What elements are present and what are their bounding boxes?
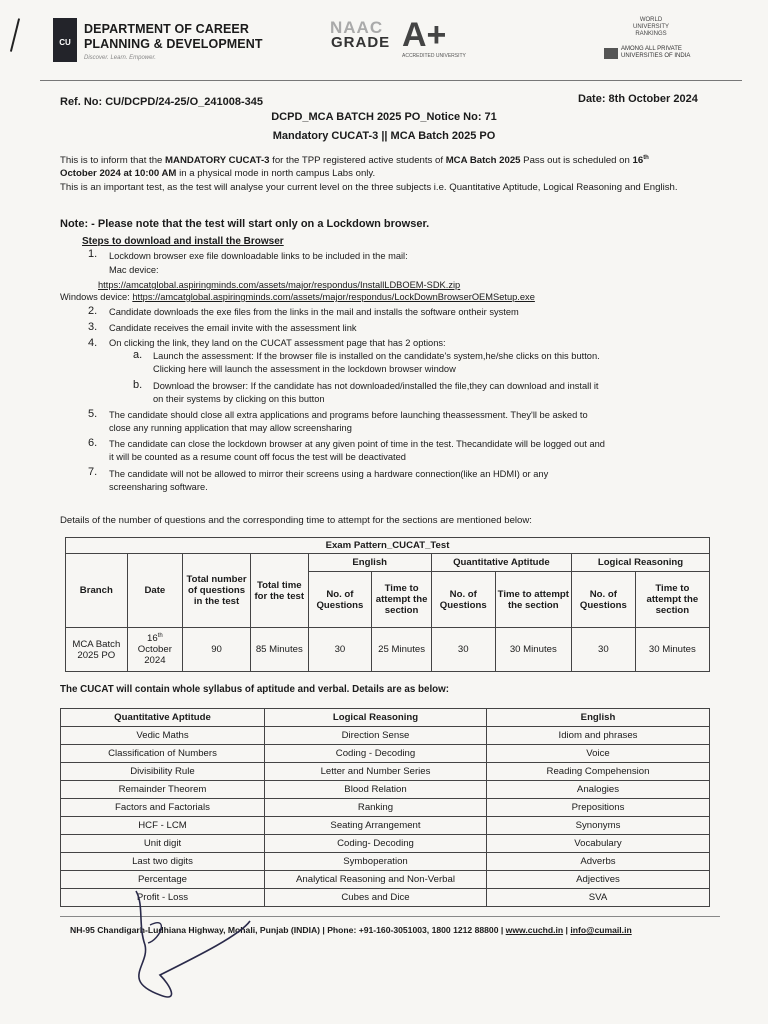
step-6: The candidate can close the lockdown browser at any given point of time in the test. Thecandidate will be logged out and it will be counted as a resume count off focus the test will be deactivated xyxy=(109,439,605,462)
cell-total-time: 85 Minutes xyxy=(251,628,309,672)
header-date: Date xyxy=(127,554,182,628)
cell-total-questions: 90 xyxy=(183,628,251,672)
email-link[interactable]: info@cumail.in xyxy=(570,925,632,935)
header-en-time: Time to attempt the section xyxy=(372,572,432,628)
mac-label: Mac device: xyxy=(109,265,159,275)
syllabus-cell: Cubes and Dice xyxy=(265,889,487,907)
syllabus-cell: Analogies xyxy=(487,781,710,799)
header-l-time: Time to attempt the section xyxy=(635,572,709,628)
notice-subtitle: Mandatory CUCAT-3 || MCA Batch 2025 PO xyxy=(272,130,496,142)
syllabus-cell: Factors and Factorials xyxy=(61,799,265,817)
syllabus-cell: Coding- Decoding xyxy=(265,835,487,853)
steps-heading: Steps to download and install the Browser xyxy=(82,236,284,247)
header-total-questions: Total number of questions in the test xyxy=(183,554,251,628)
cu-logo: CU xyxy=(53,18,77,62)
syllabus-cell: Vedic Maths xyxy=(61,727,265,745)
syllabus-cell: Ranking xyxy=(265,799,487,817)
syllabus-row xyxy=(61,727,710,745)
intro-paragraph: This is to inform that the MANDATORY CUCAT-3 for the TPP registered active students of MCA Batch 2025 Pass out is scheduled on 16th October 2024 at 10:00 AM in a physical mode in north campus Labs only. xyxy=(60,155,649,180)
syllabus-cell: Adverbs xyxy=(487,853,710,871)
notice-title: DCPD_MCA BATCH 2025 PO_Notice No: 71 xyxy=(271,111,497,123)
syllabus-header-quant: Quantitative Aptitude xyxy=(61,709,265,727)
syllabus-cell: Unit digit xyxy=(61,835,265,853)
syllabus-cell: Voice xyxy=(487,745,710,763)
syllabus-row xyxy=(61,817,710,835)
notice-date: Date: 8th October 2024 xyxy=(578,93,698,105)
syllabus-cell: Divisibility Rule xyxy=(61,763,265,781)
syllabus-cell: HCF - LCM xyxy=(61,817,265,835)
department-tagline: Discover. Learn. Empower. xyxy=(84,55,156,61)
syllabus-row xyxy=(61,853,710,871)
windows-download: Windows device: https://amcatglobal.aspiringminds.com/assets/major/respondus/LockDownBrowserOEMSetup.exe xyxy=(60,292,535,302)
step-5: The candidate should close all extra applications and programs before launching theassessment. They'll be asked to close any running application that may allow screensharing xyxy=(109,410,588,433)
step-number: 2. xyxy=(88,305,98,317)
step-number: 7. xyxy=(88,466,98,478)
cell-en-questions: 30 xyxy=(308,628,372,672)
header-l-no-of-questions: No. of Questions xyxy=(571,572,635,628)
footer-address: NH-95 Chandigarh-Ludhiana Highway, Mohali, Punjab (INDIA) | Phone: +91-160-3051003, 1800 1212 88800 | www.cuchd.in | info@cumail.in xyxy=(70,925,632,935)
step-4a: Launch the assessment: If the browser file is installed on the candidate's system,he/she clicks on this button. Clicking here will launch the assessment in the lockdown browser window xyxy=(153,351,600,374)
syllabus-row xyxy=(61,781,710,799)
importance-paragraph: This is an important test, as the test will analyse your current level on the three subjects i.e. Quantitative Aptitude, Logical Reasoning and English. xyxy=(60,182,678,193)
syllabus-row xyxy=(61,763,710,781)
header-divider xyxy=(40,80,742,81)
syllabus-cell: Seating Arrangement xyxy=(265,817,487,835)
syllabus-header-english: English xyxy=(487,709,710,727)
reference-number: Ref. No: CU/DCPD/24-25/O_241008-345 xyxy=(60,96,263,108)
syllabus-cell: Synonyms xyxy=(487,817,710,835)
syllabus-cell: Classification of Numbers xyxy=(61,745,265,763)
cell-l-questions: 30 xyxy=(571,628,635,672)
syllabus-table xyxy=(60,708,710,907)
syllabus-cell: Analytical Reasoning and Non-Verbal xyxy=(265,871,487,889)
cell-en-time: 25 Minutes xyxy=(372,628,432,672)
website-link[interactable]: www.cuchd.in xyxy=(505,925,564,935)
cell-l-time: 30 Minutes xyxy=(635,628,709,672)
department-name: DEPARTMENT OF CAREER PLANNING & DEVELOPMENT xyxy=(84,22,263,51)
naac-logo-text: NAAC xyxy=(330,18,384,37)
windows-download-link[interactable]: https://amcatglobal.aspiringminds.com/assets/major/respondus/LockDownBrowserOEMSetup.exe xyxy=(132,292,535,302)
syllabus-row xyxy=(61,745,710,763)
header-english: English xyxy=(308,554,431,572)
ranking-caption: AMONG ALL PRIVATE UNIVERSITIES OF INDIA xyxy=(621,46,691,59)
syllabus-cell: Vocabulary xyxy=(487,835,710,853)
header-branch: Branch xyxy=(66,554,128,628)
world-university-rankings: WORLD UNIVERSITY RANKINGS xyxy=(633,17,670,37)
step-letter: a. xyxy=(133,349,143,361)
syllabus-cell: Profit - Loss xyxy=(61,889,265,907)
syllabus-cell: Last two digits xyxy=(61,853,265,871)
header-q-time: Time to attempt the section xyxy=(495,572,571,628)
syllabus-cell: Adjectives xyxy=(487,871,710,889)
syllabus-cell: Letter and Number Series xyxy=(265,763,487,781)
syllabus-row xyxy=(61,799,710,817)
step-1: Lockdown browser exe file downloadable links to be included in the mail: xyxy=(109,251,408,261)
cell-branch: MCA Batch 2025 PO xyxy=(66,628,128,672)
cell-date: 16th October 2024 xyxy=(127,628,182,672)
step-2: Candidate downloads the exe files from the links in the mail and installs the software ontheir system xyxy=(109,307,519,317)
syllabus-header-logical: Logical Reasoning xyxy=(265,709,487,727)
step-7: The candidate will not be allowed to mirror their screens using a hardware connection(like an HDMI) or any screensharing software. xyxy=(109,469,549,492)
details-text: Details of the number of questions and the corresponding time to attempt for the sections are mentioned below: xyxy=(60,515,532,526)
cell-q-questions: 30 xyxy=(431,628,495,672)
step-letter: b. xyxy=(133,379,143,391)
cell-q-time: 30 Minutes xyxy=(495,628,571,672)
syllabus-heading: The CUCAT will contain whole syllabus of aptitude and verbal. Details are as below: xyxy=(60,684,450,695)
exam-pattern-table xyxy=(65,537,710,672)
step-4: On clicking the link, they land on the CUCAT assessment page that has 2 options: xyxy=(109,338,446,348)
syllabus-cell: Idiom and phrases xyxy=(487,727,710,745)
syllabus-row xyxy=(61,835,710,853)
syllabus-cell: Percentage xyxy=(61,871,265,889)
step-number: 3. xyxy=(88,321,98,333)
lockdown-note: Note: - Please note that the test will start only on a Lockdown browser. xyxy=(60,218,430,230)
header-total-time: Total time for the test xyxy=(251,554,309,628)
syllabus-cell: Remainder Theorem xyxy=(61,781,265,799)
step-number: 4. xyxy=(88,337,98,349)
header-logical: Logical Reasoning xyxy=(571,554,709,572)
syllabus-cell: Coding - Decoding xyxy=(265,745,487,763)
signature xyxy=(100,885,280,1015)
ranking-badge-icon xyxy=(604,48,618,59)
syllabus-cell: Prepositions xyxy=(487,799,710,817)
accredited-label: ACCREDITED UNIVERSITY xyxy=(402,53,466,59)
syllabus-cell: Blood Relation xyxy=(265,781,487,799)
exam-table-title: Exam Pattern_CUCAT_Test xyxy=(66,538,710,554)
naac-grade-value: A+ xyxy=(402,16,447,54)
step-3: Candidate receives the email invite with the assessment link xyxy=(109,323,357,333)
header-en-no-of-questions: No. of Questions xyxy=(308,572,372,628)
naac-grade-label: GRADE xyxy=(331,34,391,51)
header-q-no-of-questions: No. of Questions xyxy=(431,572,495,628)
step-number: 5. xyxy=(88,408,98,420)
syllabus-cell: Reading Compehension xyxy=(487,763,710,781)
mac-download-link[interactable]: https://amcatglobal.aspiringminds.com/assets/major/respondus/InstallLDBOEM-SDK.zip xyxy=(98,280,461,290)
syllabus-cell: Direction Sense xyxy=(265,727,487,745)
syllabus-cell: SVA xyxy=(487,889,710,907)
pen-mark xyxy=(10,18,20,51)
header-quant: Quantitative Aptitude xyxy=(431,554,571,572)
step-4b: Download the browser: If the candidate has not downloaded/installed the file,they can download and install it on their systems by clicking on this button xyxy=(153,381,599,404)
step-number: 6. xyxy=(88,437,98,449)
syllabus-cell: Symboperation xyxy=(265,853,487,871)
step-number: 1. xyxy=(88,248,98,260)
